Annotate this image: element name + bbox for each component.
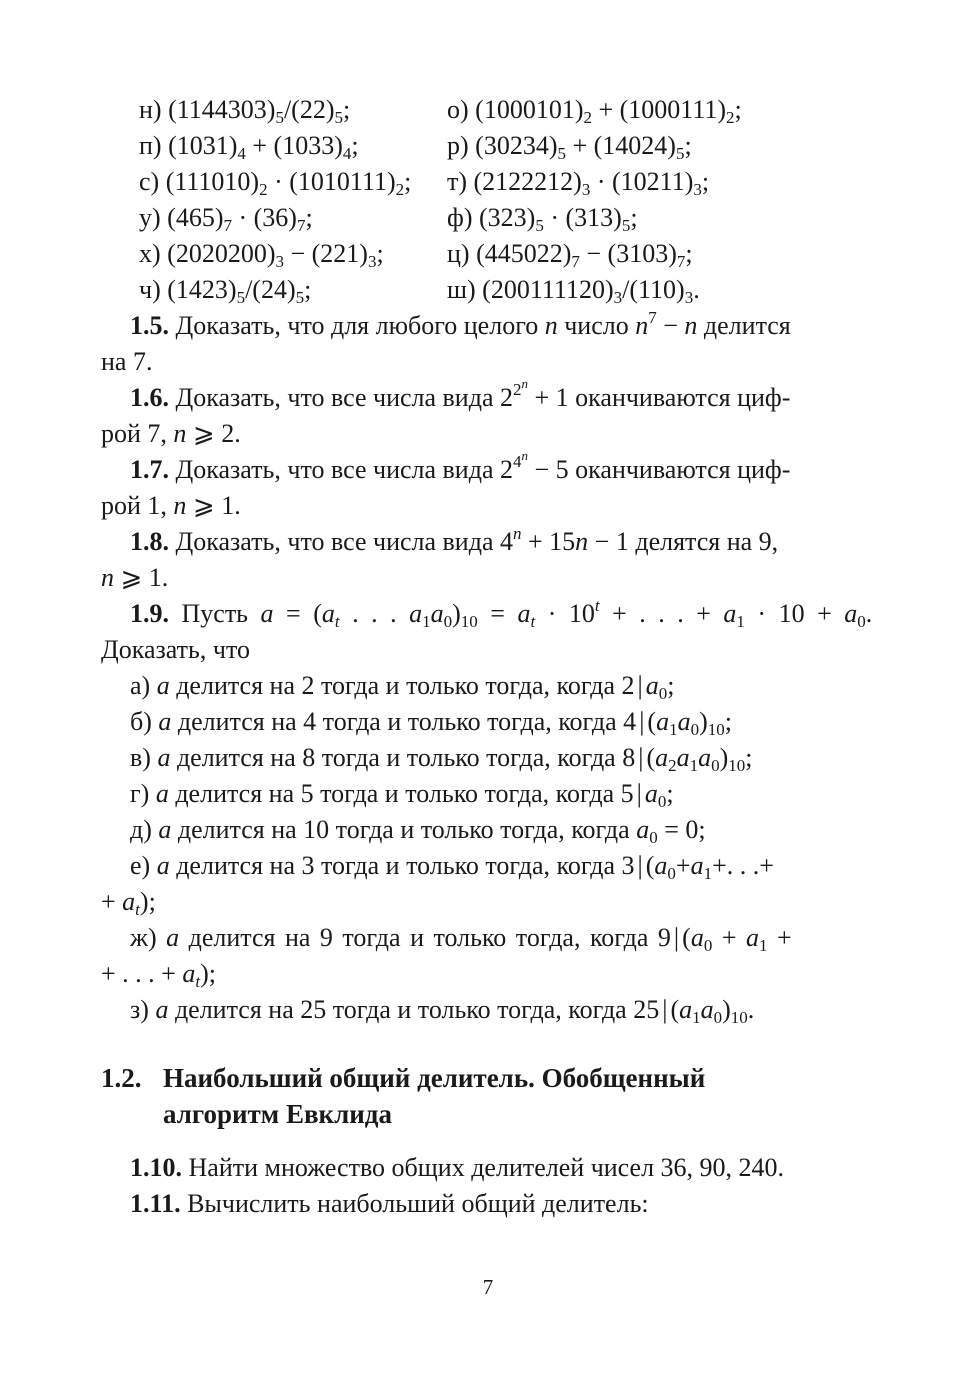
problem-1-9-item-d: д) a делится на 10 тогда и только тогда, когда $a_0 = 0$; [130,815,706,847]
problem-number: 1.6. [130,383,169,412]
problem-number: 1.7. [130,455,169,484]
problem-text: Вычислить наибольший общий делитель: [187,1189,649,1218]
problem-1-9-item-v: в) a делится на 8 тогда и только тогда, когда 8 | $(a_2a_1a_0)_{10}$; [130,743,753,775]
exercise-item-o: о) $(1000101)_2 + (1000111)_2$; [447,95,742,127]
problem-1-9-item-e-cont: + $a_t$); [101,887,156,919]
exercise-item-r: р) $(30234)_5 + (14024)_5$; [447,131,692,163]
exercise-item-n: н) $(1144303)_5/(22)_5$; [139,95,351,127]
problem-1-5: 1.5. Доказать, что для любого целого n число $n^7 - n$ делится [130,308,791,340]
exercise-item-ts: ц) $(445022)_7 - (3103)_7$; [447,239,693,271]
section-title-line2: алгоритм Евклида [163,1099,392,1129]
exercise-item-f: ф) $(323)_5 \cdot (313)_5$; [447,203,638,235]
page-number: 7 [482,1275,494,1299]
problem-1-5-cont: на 7. [101,347,153,376]
problem-1-9-item-g: г) a делится на 5 тогда и только тогда, когда 5 | $a_0$; [130,779,674,811]
problem-1-7: 1.7. Доказать, что все числа вида $2^{4^n} - 5$ оканчиваются циф- [130,448,791,484]
problem-1-9-item-b: б) a делится на 4 тогда и только тогда, когда 4 | $(a_1a_0)_{10}$; [130,707,732,739]
exercise-item-sh: ш) $(200111120)_3/(110)_3$. [447,275,700,307]
problem-number: 1.9. [130,599,169,628]
problem-1-7-cont: рой 1, n ⩾ 1. [101,491,241,520]
problem-1-10 [130,1150,784,1186]
problem-1-9-item-zh-cont: + . . . + $a_t$); [101,959,216,991]
section-number: 1.2. [101,1063,142,1093]
problem-number: 1.11. [130,1189,181,1218]
problem-1-9-item-z: з) a делится на 25 тогда и только тогда, когда 25 | $(a_1a_0)_{10}$. [130,995,755,1027]
exercise-item-ch: ч) $(1423)_5/(24)_5$; [139,275,312,307]
problem-number: 1.8. [130,527,169,556]
exercise-item-h: х) $(2020200)_3 - (221)_3$; [139,239,384,271]
exercise-item-p: п) $(1031)_4 + (1033)_4$; [139,131,359,163]
exercise-item-t: т) $(2122212)_3 \cdot (10211)_3$; [447,167,710,199]
exercise-item-s: с) $(111010)_2 \cdot (1010111)_2$; [139,167,412,199]
problem-1-9-item-zh: ж) a делится на 9 тогда и только тогда, когда 9 | ($a_0 + a_1$ + [130,923,792,955]
problem-1-6: 1.6. Доказать, что все числа вида $2^{2^n} + 1$ оканчиваются циф- [130,376,791,412]
problem-1-9: 1.9. Пусть $a = (a_t$ . . . $a_1a_0)_{10} = a_t \cdot 10^t$ + . . . + $a_1 \cdot 10 + a_0$. [130,596,873,631]
exercise-item-u: у) $(465)_7 \cdot (36)_7$; [139,203,313,235]
problem-1-6-cont: рой 7, n ⩾ 2. [101,419,241,448]
problem-number: 1.10. [130,1153,182,1182]
problem-1-9-cont: Доказать, что [101,635,250,664]
problem-1-8-cont: n ⩾ 1. [101,563,169,592]
problem-1-8: 1.8. Доказать, что все числа вида $4^n + 15n - 1$ делятся на 9, [130,524,779,556]
problem-1-9-item-a: а) a делится на 2 тогда и только тогда, когда 2 | $a_0$; [130,671,675,703]
problem-1-9-item-e: е) a делится на 3 тогда и только тогда, когда 3 | ($a_0+a_1+$. . .+ [130,851,774,883]
section-title-line1: Наибольший общий делитель. Обобщенный [163,1063,706,1093]
problem-text: Найти множество общих делителей чисел 36, 90, 240. [188,1153,785,1182]
problem-1-11 [130,1186,649,1222]
problem-number: 1.5. [130,311,169,340]
